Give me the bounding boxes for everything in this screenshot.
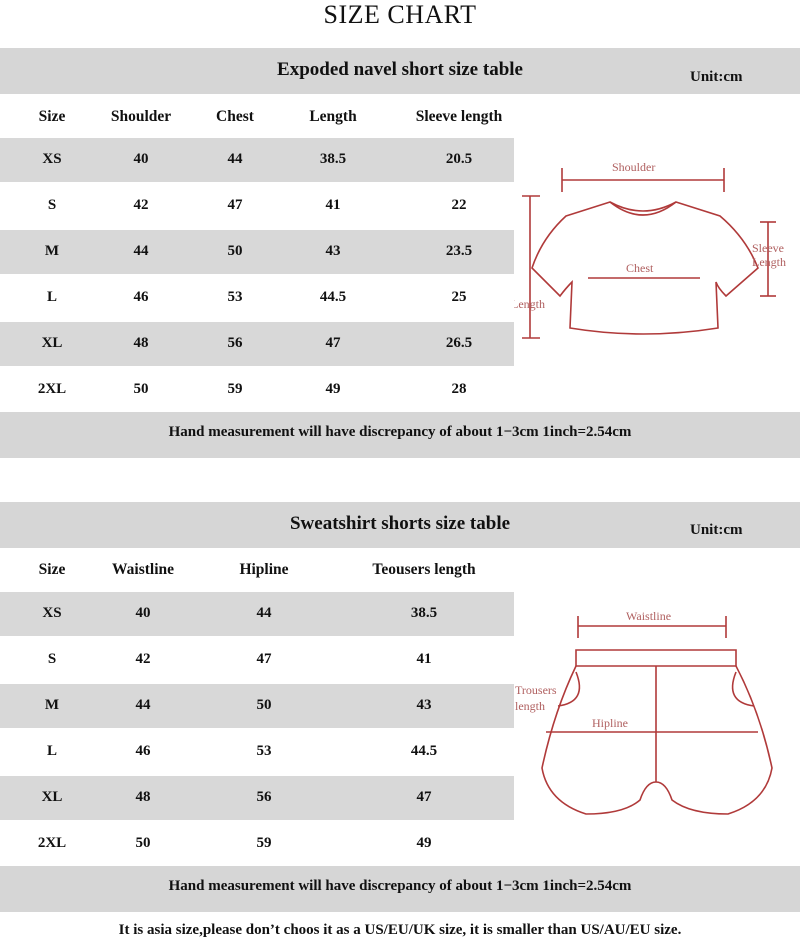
size-label: M xyxy=(44,697,60,713)
column-header: Hipline xyxy=(239,561,289,578)
table-cell: 59 xyxy=(227,381,243,397)
table-cell: 47 xyxy=(325,335,341,351)
top-measurement-note: Hand measurement will have discrepancy of about 1−3cm 1inch=2.54cm xyxy=(168,424,632,440)
size-label: XS xyxy=(42,151,62,167)
table-cell: 53 xyxy=(256,743,272,759)
sleeve-label-1: Sleeve xyxy=(752,241,784,255)
size-label: 2XL xyxy=(37,835,67,851)
top-table-title: Expoded navel short size table xyxy=(277,59,523,80)
column-header: Size xyxy=(38,108,66,125)
shorts-illustration xyxy=(514,592,800,820)
table-cell: 41 xyxy=(416,651,432,667)
table-cell: 50 xyxy=(135,835,151,851)
column-header: Shoulder xyxy=(110,108,172,125)
bottom-table-unit: Unit:cm xyxy=(690,522,743,538)
table-cell: 48 xyxy=(135,789,151,805)
table-cell: 41 xyxy=(325,197,341,213)
bottom-measurement-note: Hand measurement will have discrepancy of about 1−3cm 1inch=2.54cm xyxy=(168,878,632,894)
table-cell: 56 xyxy=(227,335,243,351)
size-label: M xyxy=(44,243,60,259)
top-table-unit: Unit:cm xyxy=(690,69,743,85)
column-header: Size xyxy=(38,561,66,578)
table-cell: 38.5 xyxy=(410,605,438,621)
table-cell: 50 xyxy=(133,381,149,397)
table-cell: 40 xyxy=(135,605,151,621)
crop-top-diagram xyxy=(514,138,800,366)
table-row-shade xyxy=(0,138,514,182)
table-cell: 44 xyxy=(135,697,151,713)
table-row-shade xyxy=(0,230,514,274)
table-cell: 44.5 xyxy=(319,289,347,305)
trousers-label-1: Trousers xyxy=(515,683,557,697)
size-label: S xyxy=(47,651,57,667)
shorts-diagram xyxy=(514,592,800,820)
column-header: Sleeve length xyxy=(415,108,503,125)
table-cell: 43 xyxy=(416,697,432,713)
table-cell: 59 xyxy=(256,835,272,851)
size-label: L xyxy=(46,743,58,759)
table-cell: 46 xyxy=(133,289,149,305)
shoulder-label: Shoulder xyxy=(612,160,656,174)
table-cell: 47 xyxy=(227,197,243,213)
table-row-shade xyxy=(0,322,514,366)
table-cell: 22 xyxy=(451,197,467,213)
crop-top-illustration xyxy=(514,138,800,366)
shorts-outline xyxy=(542,666,772,814)
shorts-waistband xyxy=(576,650,736,666)
table-cell: 23.5 xyxy=(445,243,473,259)
table-cell: 50 xyxy=(227,243,243,259)
table-cell: 20.5 xyxy=(445,151,473,167)
table-cell: 49 xyxy=(416,835,432,851)
table-cell: 50 xyxy=(256,697,272,713)
length-label: Length xyxy=(514,297,545,311)
table-cell: 56 xyxy=(256,789,272,805)
table-cell: 42 xyxy=(133,197,149,213)
table-cell: 46 xyxy=(135,743,151,759)
hipline-label: Hipline xyxy=(592,716,628,730)
table-cell: 49 xyxy=(325,381,341,397)
table-cell: 42 xyxy=(135,651,151,667)
size-label: XL xyxy=(41,335,63,351)
size-label: XS xyxy=(42,605,62,621)
table-cell: 47 xyxy=(416,789,432,805)
table-cell: 26.5 xyxy=(445,335,473,351)
column-header: Length xyxy=(309,108,357,125)
table-cell: 53 xyxy=(227,289,243,305)
size-label: S xyxy=(47,197,57,213)
column-header: Teousers length xyxy=(372,561,476,578)
table-cell: 47 xyxy=(256,651,272,667)
table-cell: 40 xyxy=(133,151,149,167)
table-cell: 44.5 xyxy=(410,743,438,759)
table-cell: 44 xyxy=(256,605,272,621)
size-label: XL xyxy=(41,789,63,805)
page-title: SIZE CHART xyxy=(323,0,477,29)
size-label: L xyxy=(46,289,58,305)
column-header: Chest xyxy=(216,108,254,125)
table-cell: 38.5 xyxy=(319,151,347,167)
table-cell: 44 xyxy=(133,243,149,259)
table-cell: 25 xyxy=(451,289,467,305)
sleeve-label-2: Length xyxy=(752,255,786,269)
waistline-label: Waistline xyxy=(626,609,672,623)
table-cell: 44 xyxy=(227,151,243,167)
chest-label: Chest xyxy=(626,261,654,275)
table-cell: 28 xyxy=(451,381,467,397)
table-cell: 48 xyxy=(133,335,149,351)
column-header: Waistline xyxy=(111,561,175,578)
table-cell: 43 xyxy=(325,243,341,259)
asia-size-footer-note: It is asia size,please don’t choos it as a US/EU/UK size, it is smaller than US/AU/EU size. xyxy=(118,922,682,938)
size-label: 2XL xyxy=(37,381,67,397)
bottom-table-title: Sweatshirt shorts size table xyxy=(289,513,511,534)
trousers-label-2: length xyxy=(515,699,545,713)
